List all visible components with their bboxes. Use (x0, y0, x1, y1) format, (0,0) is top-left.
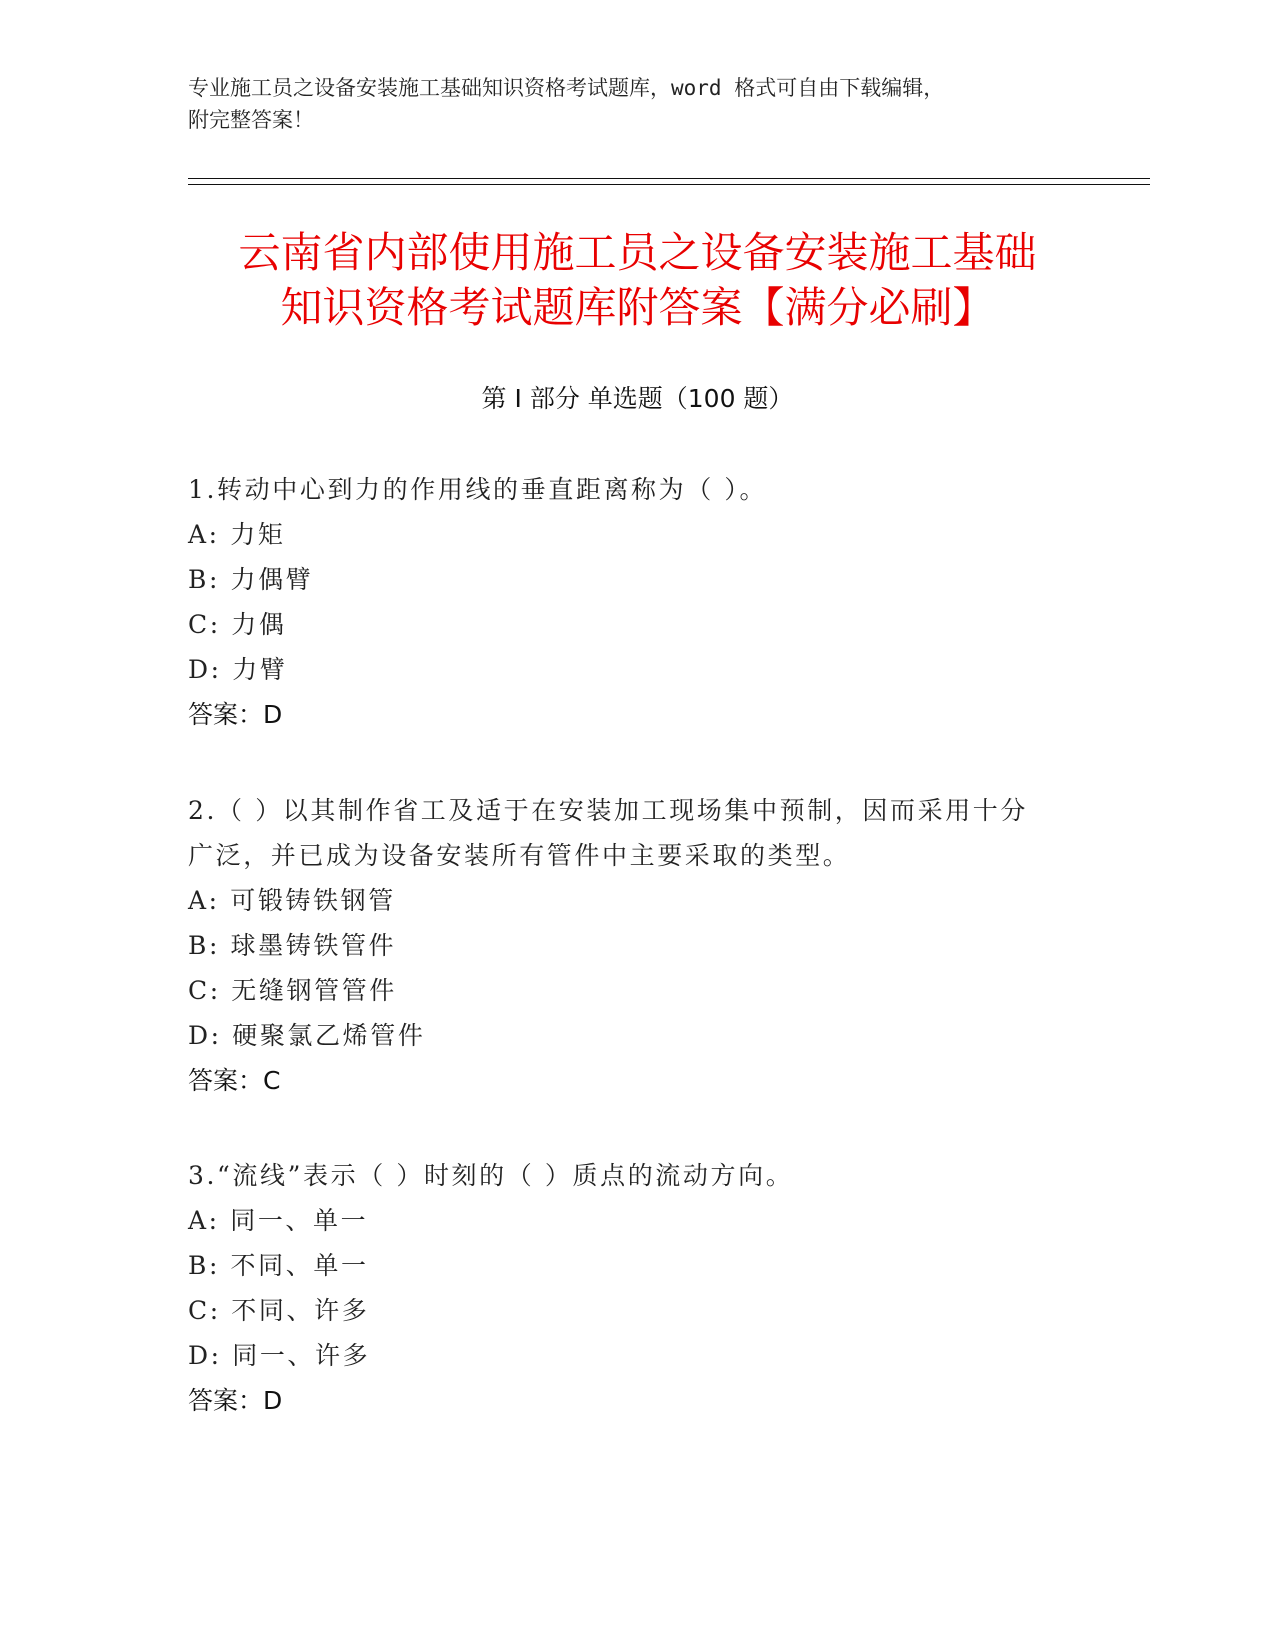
option-c: C: 力偶 (188, 610, 287, 639)
option-b: B: 不同、单一 (188, 1251, 369, 1280)
document-title-line-1: 云南省内部使用施工员之设备安装施工基础 (238, 228, 1037, 277)
option-a: A: 可锻铸铁钢管 (188, 886, 396, 915)
option-b: B: 力偶臂 (188, 565, 314, 594)
answer: 答案：D (188, 700, 283, 729)
document-title-line-2: 知识资格考试题库附答案【满分必刷】 (280, 283, 995, 332)
option-d: D: 硬聚氯乙烯管件 (188, 1021, 426, 1050)
question-1 (188, 467, 1088, 737)
answer: 答案：D (188, 1386, 283, 1415)
option-c: C: 不同、许多 (188, 1296, 370, 1325)
answer: 答案：C (188, 1066, 281, 1095)
header-note-line-2: 附完整答案！ (188, 108, 314, 132)
header-divider-bottom (188, 184, 1150, 185)
question-2 (188, 788, 1088, 1103)
option-a: A: 同一、单一 (188, 1206, 369, 1235)
question-stem-line-1: 2.（ ）以其制作省工及适于在安装加工现场集中预制，因而采用十分 (188, 796, 1029, 825)
option-a: A: 力矩 (188, 520, 286, 549)
option-d: D: 同一、许多 (188, 1341, 371, 1370)
question-3 (188, 1153, 1088, 1423)
option-b: B: 球墨铸铁管件 (188, 931, 397, 960)
header-divider-top (188, 178, 1150, 179)
header-note (188, 72, 1088, 136)
section-title: 第 I 部分 单选题（100 题） (481, 384, 794, 413)
option-d: D: 力臂 (188, 655, 288, 684)
option-c: C: 无缝钢管管件 (188, 976, 397, 1005)
question-stem-line-2: 广泛，并已成为设备安装所有管件中主要采取的类型。 (188, 841, 851, 870)
question-stem: 3.“流线”表示（ ）时刻的（ ）质点的流动方向。 (188, 1161, 794, 1190)
header-note-line-1: 专业施工员之设备安装施工基础知识资格考试题库，word 格式可自由下载编辑， (188, 76, 945, 100)
document-title (0, 225, 1275, 335)
question-stem: 1.转动中心到力的作用线的垂直距离称为（ ）。 (188, 475, 768, 504)
